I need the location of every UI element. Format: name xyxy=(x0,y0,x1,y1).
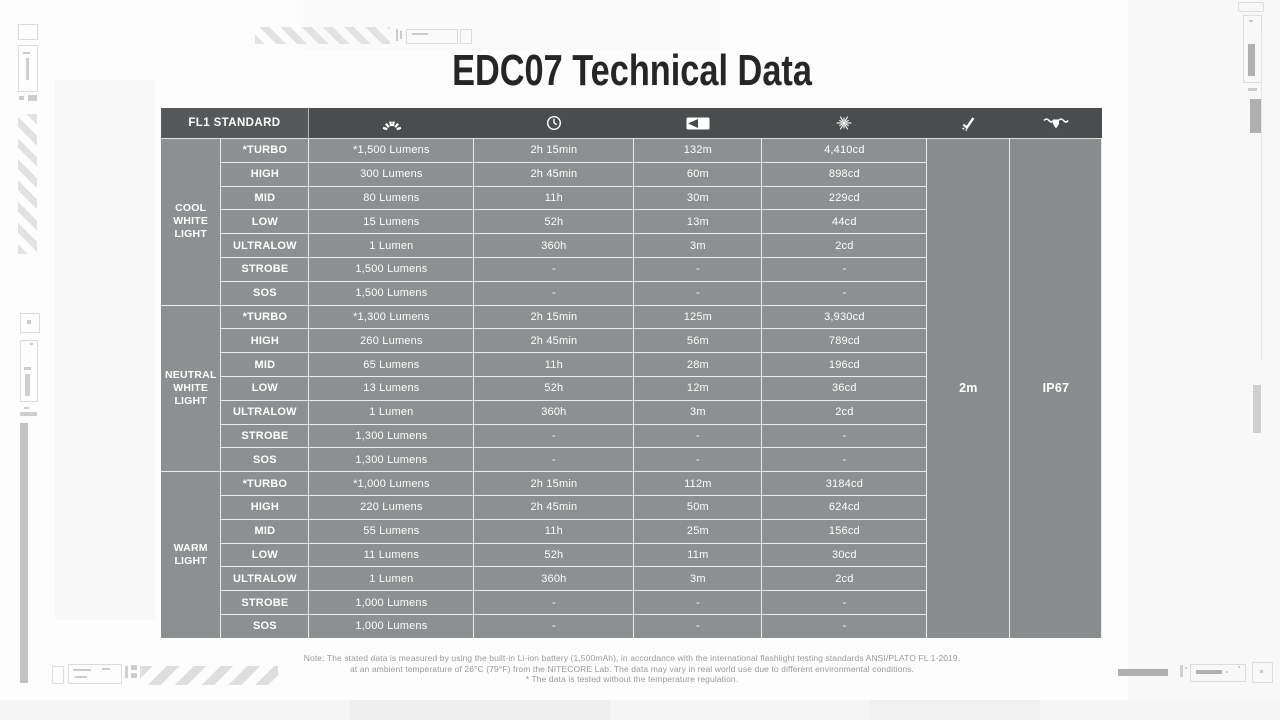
mode-cell: STROBE xyxy=(221,424,309,448)
background-band xyxy=(350,700,610,720)
runtime-cell: 360h xyxy=(474,400,634,424)
decor-outline-box xyxy=(1238,2,1264,12)
decor-mark xyxy=(1249,20,1253,22)
lumens-cell: 80 Lumens xyxy=(309,186,474,210)
lumens-cell: 1 Lumen xyxy=(309,400,474,424)
decor-mark xyxy=(23,52,30,54)
mode-cell: *TURBO xyxy=(221,472,309,496)
intensity-cell: 3,930cd xyxy=(762,305,927,329)
runtime-cell: 52h xyxy=(474,543,634,567)
distance-cell: - xyxy=(634,448,762,472)
distance-cell: - xyxy=(634,281,762,305)
runtime-cell: 2h 15min xyxy=(474,472,634,496)
distance-cell: 112m xyxy=(634,472,762,496)
page-title: EDC07 Technical Data xyxy=(452,46,812,95)
mode-cell: *TURBO xyxy=(221,305,309,329)
mode-cell: *TURBO xyxy=(221,139,309,163)
lumens-cell: *1,300 Lumens xyxy=(309,305,474,329)
col-header-waterproof xyxy=(1010,108,1102,139)
spec-table xyxy=(160,108,1102,639)
mode-cell: STROBE xyxy=(221,257,309,281)
runtime-cell: 360h xyxy=(474,567,634,591)
runtime-cell: 2h 15min xyxy=(474,139,634,163)
footnote-line: * The data is tested without the temperature regulation. xyxy=(525,674,739,685)
intensity-cell: 156cd xyxy=(762,519,927,543)
intensity-cell: 2cd xyxy=(762,567,927,591)
mode-cell: HIGH xyxy=(221,162,309,186)
intensity-cell: 898cd xyxy=(762,162,927,186)
intensity-cell: 44cd xyxy=(762,210,927,234)
decor-vertical-bar xyxy=(1250,99,1261,133)
runtime-cell: 11h xyxy=(474,519,634,543)
decor-mark xyxy=(1248,44,1255,76)
decor-hazard-stripes xyxy=(18,114,37,254)
mode-cell: ULTRALOW xyxy=(221,400,309,424)
decor-mark xyxy=(28,95,37,101)
lumens-cell: 300 Lumens xyxy=(309,162,474,186)
background-band xyxy=(870,700,1040,720)
decor-hazard-stripes xyxy=(255,27,390,44)
mode-cell: HIGH xyxy=(221,329,309,353)
distance-cell: 12m xyxy=(634,376,762,400)
distance-cell: 3m xyxy=(634,567,762,591)
decor-mark xyxy=(30,343,33,345)
intensity-cell: 4,410cd xyxy=(762,139,927,163)
col-header-luminous-flux xyxy=(309,108,474,139)
distance-cell: 3m xyxy=(634,400,762,424)
intensity-cell: - xyxy=(762,448,927,472)
decor-outline-box xyxy=(18,24,38,40)
intensity-cell: 196cd xyxy=(762,353,927,377)
intensity-cell: 3184cd xyxy=(762,472,927,496)
intensity-cell: 789cd xyxy=(762,329,927,353)
runtime-cell: - xyxy=(474,614,634,638)
col-header-impact-resistance xyxy=(927,108,1010,139)
distance-cell: 56m xyxy=(634,329,762,353)
lumens-cell: 260 Lumens xyxy=(309,329,474,353)
mode-cell: LOW xyxy=(221,210,309,234)
distance-cell: - xyxy=(634,614,762,638)
decor-vertical-bar xyxy=(20,423,28,683)
col-header-runtime xyxy=(474,108,634,139)
decor-mark xyxy=(26,58,29,80)
mode-cell: SOS xyxy=(221,614,309,638)
distance-cell: 125m xyxy=(634,305,762,329)
mode-cell: HIGH xyxy=(221,495,309,519)
lumens-cell: 1 Lumen xyxy=(309,567,474,591)
decor-mark xyxy=(27,320,31,324)
decor-outline-box xyxy=(460,29,472,44)
impact-resistance-value: 2m xyxy=(927,139,1010,639)
waterproof-value: IP67 xyxy=(1010,139,1102,639)
runtime-cell: 52h xyxy=(474,376,634,400)
footnote-line: at an ambient temperature of 26°C (79°F) from the NITECORE Lab. The data may vary in real world use due to different environmental conditions. xyxy=(349,663,914,674)
decor-mark xyxy=(1248,88,1257,91)
runtime-cell: 2h 15min xyxy=(474,305,634,329)
section-label: NEUTRAL WHITE LIGHT xyxy=(161,305,221,472)
distance-cell: 3m xyxy=(634,234,762,258)
lumens-cell: 65 Lumens xyxy=(309,353,474,377)
lumens-cell: 13 Lumens xyxy=(309,376,474,400)
decor-mark xyxy=(24,367,31,370)
lumens-cell: 1,300 Lumens xyxy=(309,424,474,448)
intensity-cell: 229cd xyxy=(762,186,927,210)
lumens-cell: 55 Lumens xyxy=(309,519,474,543)
mode-cell: ULTRALOW xyxy=(221,234,309,258)
intensity-cell: - xyxy=(762,591,927,615)
impact-resistance-icon xyxy=(960,115,976,131)
intensity-cell: 624cd xyxy=(762,495,927,519)
intensity-cell: - xyxy=(762,281,927,305)
footnote-line: Note: The stated data is measured by using the built-in Li-ion battery (1,500mAh), in accordance with the international flashlight testing standards ANSI/PLATO FL 1-2019, xyxy=(303,653,961,663)
distance-cell: - xyxy=(634,591,762,615)
lumens-cell: 1,000 Lumens xyxy=(309,614,474,638)
mode-cell: MID xyxy=(221,186,309,210)
distance-cell: 30m xyxy=(634,186,762,210)
distance-cell: 28m xyxy=(634,353,762,377)
lumens-cell: *1,500 Lumens xyxy=(309,139,474,163)
mode-cell: ULTRALOW xyxy=(221,567,309,591)
decor-mark xyxy=(20,412,37,416)
table-header-row xyxy=(161,108,1102,139)
lumens-cell: 11 Lumens xyxy=(309,543,474,567)
lumens-cell: 1,500 Lumens xyxy=(309,257,474,281)
runtime-cell: 2h 45min xyxy=(474,329,634,353)
waterproof-icon xyxy=(1043,116,1069,130)
beam-distance-icon xyxy=(686,117,710,130)
table-body xyxy=(161,139,1102,639)
runtime-icon xyxy=(546,115,562,131)
table-row xyxy=(161,139,1102,163)
footnote xyxy=(0,653,1264,685)
distance-cell: - xyxy=(634,257,762,281)
decor-mark xyxy=(19,96,24,100)
lumens-cell: 1 Lumen xyxy=(309,234,474,258)
mode-cell: SOS xyxy=(221,281,309,305)
decor-mark xyxy=(24,407,29,409)
runtime-cell: 11h xyxy=(474,353,634,377)
runtime-cell: 52h xyxy=(474,210,634,234)
background-band xyxy=(55,80,155,620)
distance-cell: - xyxy=(634,424,762,448)
lumens-cell: 1,300 Lumens xyxy=(309,448,474,472)
decor-line xyxy=(1261,30,1262,360)
lumens-cell: 1,500 Lumens xyxy=(309,281,474,305)
decor-vertical-bar xyxy=(1253,385,1261,433)
fl1-standard-header: FL1 STANDARD xyxy=(161,108,309,139)
runtime-cell: - xyxy=(474,424,634,448)
decor-mark xyxy=(400,31,402,39)
distance-cell: 13m xyxy=(634,210,762,234)
distance-cell: 25m xyxy=(634,519,762,543)
runtime-cell: - xyxy=(474,281,634,305)
mode-cell: STROBE xyxy=(221,591,309,615)
mode-cell: SOS xyxy=(221,448,309,472)
intensity-cell: - xyxy=(762,257,927,281)
runtime-cell: 360h xyxy=(474,234,634,258)
intensity-cell: - xyxy=(762,614,927,638)
decor-mark xyxy=(396,29,398,41)
runtime-cell: 2h 45min xyxy=(474,495,634,519)
mode-cell: LOW xyxy=(221,543,309,567)
background-band xyxy=(0,700,1280,720)
lumens-cell: *1,000 Lumens xyxy=(309,472,474,496)
distance-cell: 50m xyxy=(634,495,762,519)
decor-mark xyxy=(412,33,428,35)
intensity-cell: 36cd xyxy=(762,376,927,400)
distance-cell: 132m xyxy=(634,139,762,163)
distance-cell: 60m xyxy=(634,162,762,186)
runtime-cell: - xyxy=(474,448,634,472)
intensity-cell: - xyxy=(762,424,927,448)
luminous-flux-icon xyxy=(379,116,405,131)
lumens-cell: 1,000 Lumens xyxy=(309,591,474,615)
col-header-beam-distance xyxy=(634,108,762,139)
mode-cell: MID xyxy=(221,519,309,543)
runtime-cell: - xyxy=(474,257,634,281)
decor-mark xyxy=(25,374,30,396)
runtime-cell: 2h 45min xyxy=(474,162,634,186)
mode-cell: MID xyxy=(221,353,309,377)
beam-intensity-icon xyxy=(835,114,853,132)
intensity-cell: 30cd xyxy=(762,543,927,567)
decor-outline-box xyxy=(406,29,458,44)
lumens-cell: 220 Lumens xyxy=(309,495,474,519)
runtime-cell: 11h xyxy=(474,186,634,210)
distance-cell: 11m xyxy=(634,543,762,567)
intensity-cell: 2cd xyxy=(762,234,927,258)
lumens-cell: 15 Lumens xyxy=(309,210,474,234)
section-label: COOL WHITE LIGHT xyxy=(161,139,221,306)
runtime-cell: - xyxy=(474,591,634,615)
col-header-beam-intensity xyxy=(762,108,927,139)
intensity-cell: 2cd xyxy=(762,400,927,424)
section-label: WARM LIGHT xyxy=(161,472,221,639)
mode-cell: LOW xyxy=(221,376,309,400)
